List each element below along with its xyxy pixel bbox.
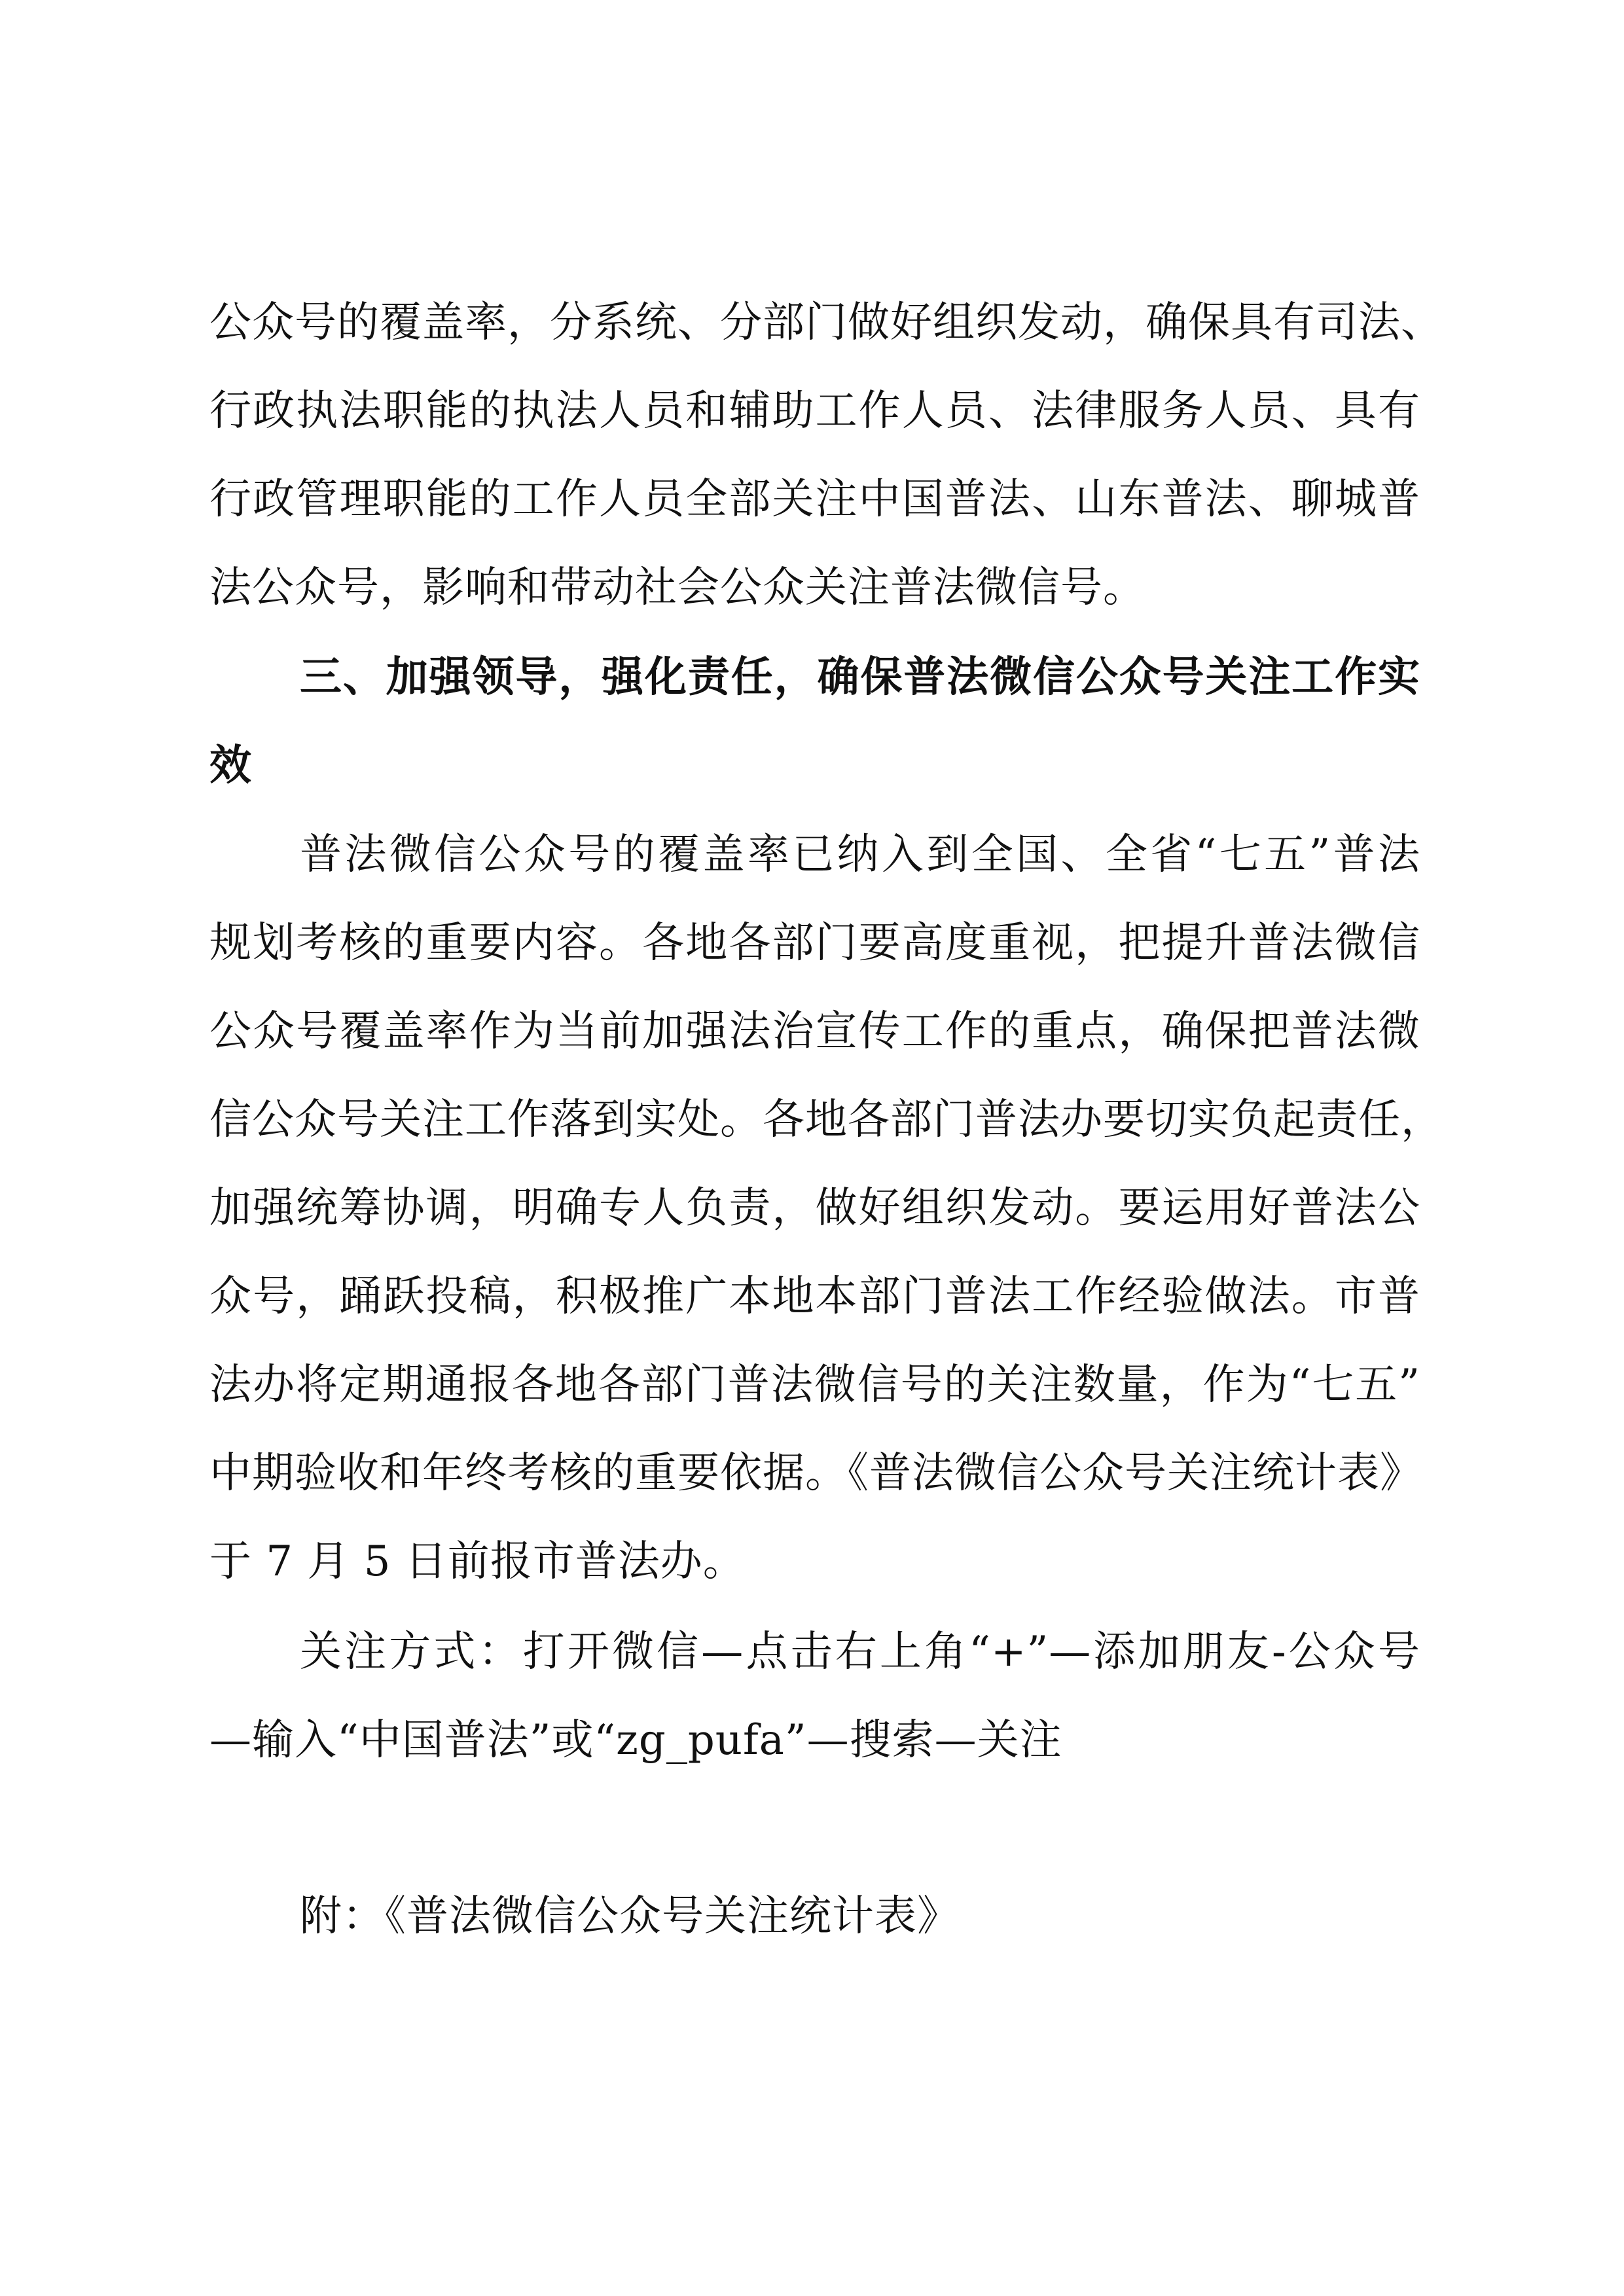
- follow-method-line: 关注方式：打开微信—点击右上角“+”—添加朋友-公众号: [300, 1628, 1420, 1676]
- paragraph-line: 法公众号，影响和带动社会公众关注普法微信号。: [209, 564, 1146, 612]
- paragraph-line: 加强统筹协调，明确专人负责，做好组织发动。要运用好普法公: [209, 1184, 1420, 1232]
- paragraph-line: 公众号覆盖率作为当前加强法治宣传工作的重点，确保把普法微: [209, 1007, 1420, 1056]
- paragraph-line: 众号，踊跃投稿，积极推广本地本部门普法工作经验做法。市普: [209, 1272, 1420, 1321]
- paragraph-line: 行政管理职能的工作人员全部关注中国普法、山东普法、聊城普: [209, 475, 1420, 524]
- paragraph-line: 普法微信公众号的覆盖率已纳入到全国、全省“七五”普法: [300, 831, 1420, 879]
- paragraph-line: 信公众号关注工作落到实处。各地各部门普法办要切实负起责任，: [209, 1096, 1443, 1144]
- follow-method-line: —输入“中国普法”或“zg_pufa”—搜索—关注: [209, 1716, 1062, 1765]
- section-heading-continued: 效: [209, 742, 252, 790]
- section-heading: 三、加强领导，强化责任，确保普法微信公众号关注工作实: [300, 653, 1420, 702]
- paragraph-line: 规划考核的重要内容。各地各部门要高度重视，把提升普法微信: [209, 919, 1420, 967]
- paragraph-line: 法办将定期通报各地各部门普法微信号的关注数量，作为“七五”: [209, 1361, 1420, 1409]
- paragraph-line: 行政执法职能的执法人员和辅助工作人员、法律服务人员、具有: [209, 387, 1420, 435]
- paragraph-line: 公众号的覆盖率，分系统、分部门做好组织发动，确保具有司法、: [209, 298, 1443, 347]
- attachment-note: 附：《普法微信公众号关注统计表》: [300, 1892, 960, 1941]
- paragraph-line: 中期验收和年终考核的重要依据。《普法微信公众号关注统计表》: [209, 1449, 1422, 1498]
- paragraph-line: 于 7 月 5 日前报市普法办。: [209, 1537, 746, 1586]
